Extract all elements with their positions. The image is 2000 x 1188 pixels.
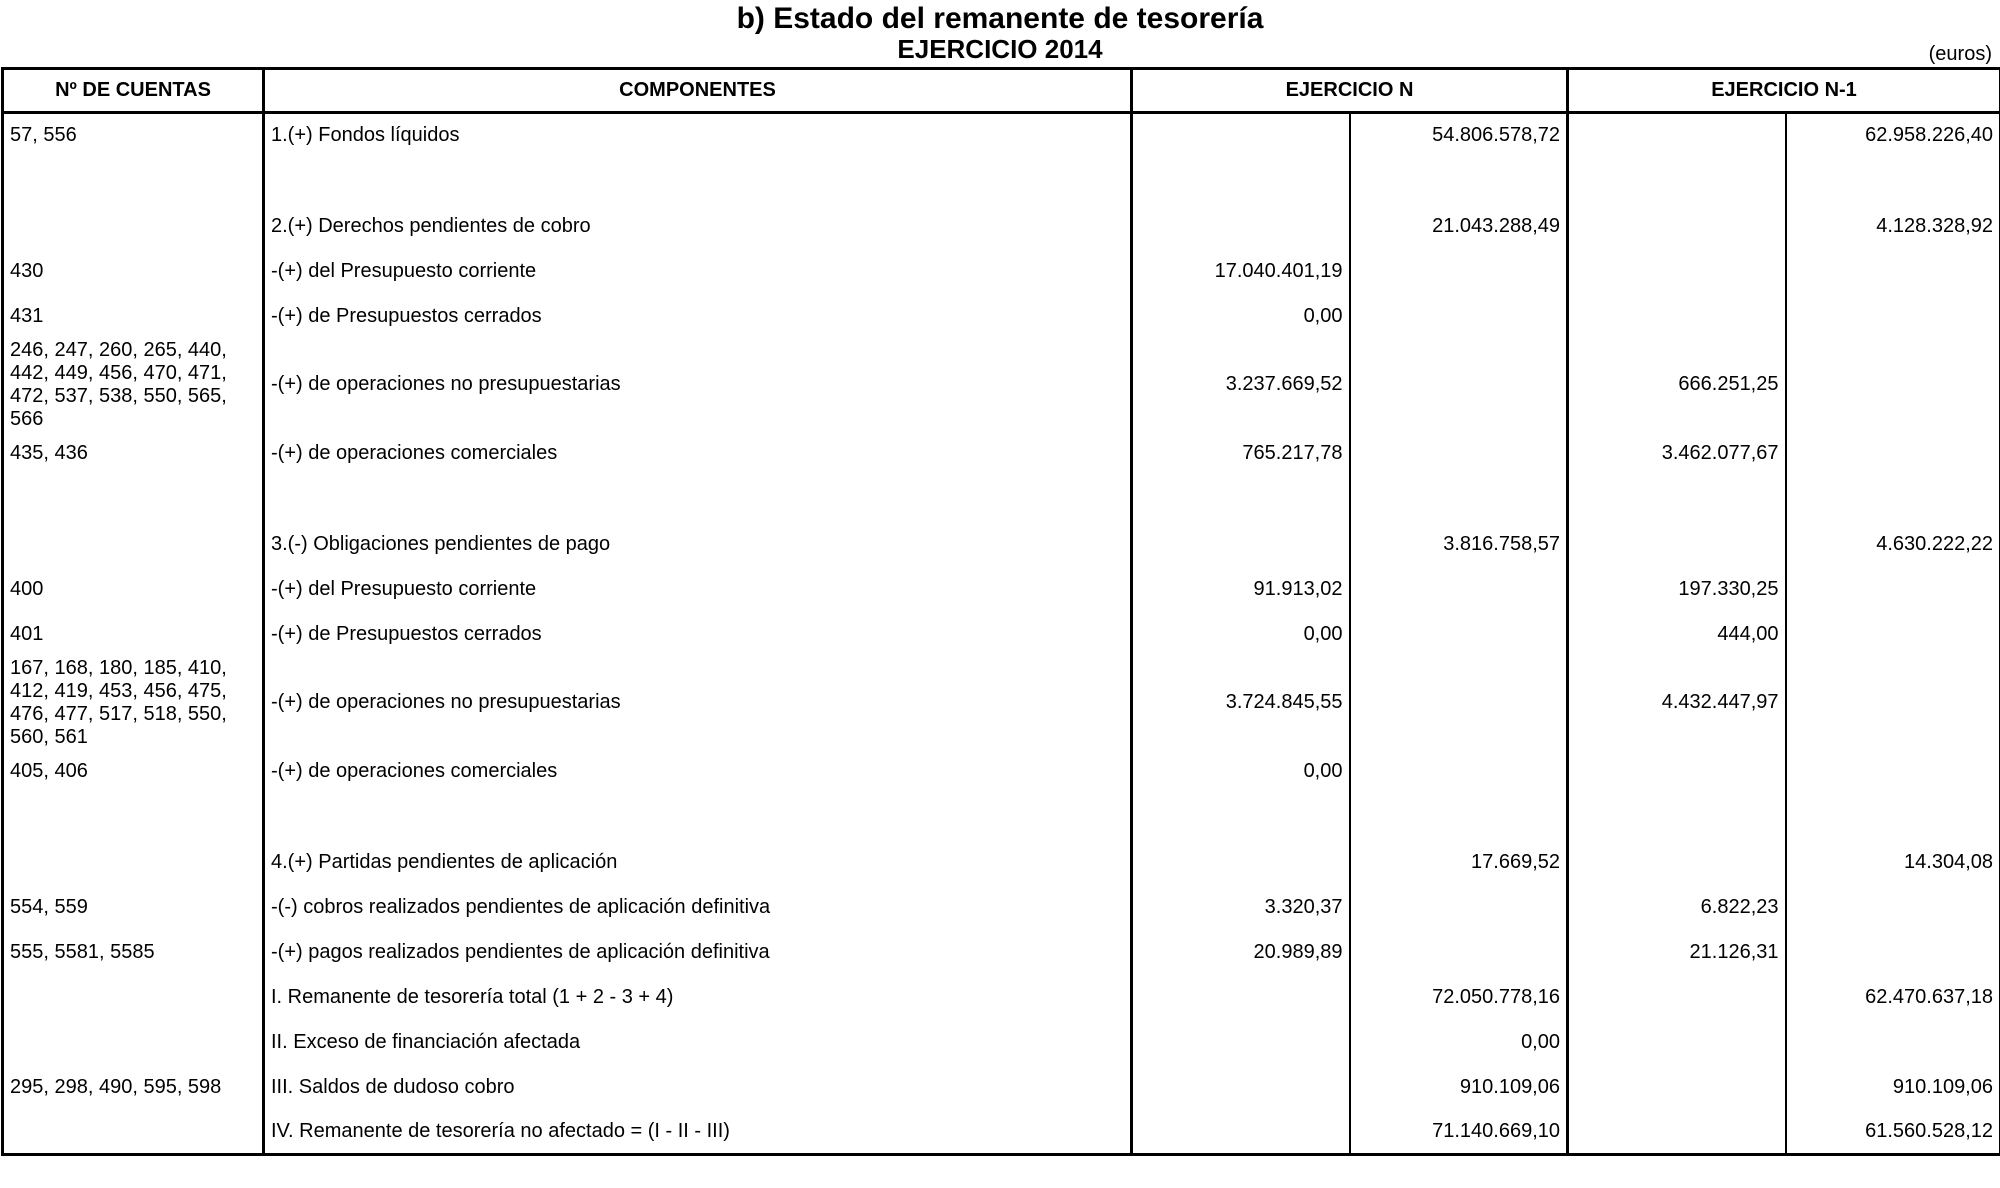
component-cell: -(+) de operaciones comerciales	[264, 431, 1132, 476]
ejercicio-n1-total-cell	[1786, 476, 2000, 522]
ejercicio-n1-total-cell	[1786, 749, 2000, 794]
ejercicio-n-detail-cell	[1132, 476, 1350, 522]
account-cell	[3, 476, 264, 522]
ejercicio-n-total-cell: 54.806.578,72	[1350, 113, 1568, 158]
account-cell: 554, 559	[3, 885, 264, 930]
table-row	[3, 930, 2000, 975]
header-accounts: Nº DE CUENTAS	[3, 69, 264, 113]
component-cell: -(+) de operaciones comerciales	[264, 749, 1132, 794]
ejercicio-n-detail-cell	[1132, 204, 1350, 249]
ejercicio-n1-total-cell: 4.630.222,22	[1786, 522, 2000, 567]
ejercicio-n1-detail-cell	[1568, 204, 1786, 249]
account-cell: 431	[3, 294, 264, 339]
ejercicio-n1-total-cell: 62.958.226,40	[1786, 113, 2000, 158]
document-subtitle: EJERCICIO 2014	[897, 34, 1103, 64]
ejercicio-n-detail-cell: 3.724.845,55	[1132, 657, 1350, 749]
ejercicio-n1-total-cell	[1786, 249, 2000, 294]
component-cell: IV. Remanente de tesorería no afectado = (I - II - III)	[264, 1110, 1132, 1155]
ejercicio-n1-total-cell	[1786, 294, 2000, 339]
component-cell: -(+) pagos realizados pendientes de aplicación definitiva	[264, 930, 1132, 975]
ejercicio-n-detail-cell	[1132, 975, 1350, 1020]
table-row	[3, 294, 2000, 339]
ejercicio-n1-detail-cell: 3.462.077,67	[1568, 431, 1786, 476]
account-cell: 167, 168, 180, 185, 410, 412, 419, 453, 456, 475, 476, 477, 517, 518, 550, 560, 561	[3, 657, 264, 749]
ejercicio-n-detail-cell	[1132, 1065, 1350, 1110]
ejercicio-n-total-cell	[1350, 339, 1568, 431]
table-row	[3, 1110, 2000, 1155]
ejercicio-n-detail-cell: 17.040.401,19	[1132, 249, 1350, 294]
ejercicio-n-total-cell	[1350, 294, 1568, 339]
ejercicio-n1-total-cell: 61.560.528,12	[1786, 1110, 2000, 1155]
ejercicio-n1-detail-cell	[1568, 840, 1786, 885]
ejercicio-n1-detail-cell	[1568, 158, 1786, 204]
table-row	[3, 840, 2000, 885]
ejercicio-n-detail-cell: 765.217,78	[1132, 431, 1350, 476]
ejercicio-n1-total-cell	[1786, 885, 2000, 930]
header-ejercicio-n: EJERCICIO N	[1132, 69, 1568, 113]
ejercicio-n-detail-cell	[1132, 158, 1350, 204]
ejercicio-n-total-cell	[1350, 930, 1568, 975]
table-row	[3, 749, 2000, 794]
ejercicio-n-detail-cell: 0,00	[1132, 294, 1350, 339]
table-row	[3, 567, 2000, 612]
component-cell: -(+) del Presupuesto corriente	[264, 249, 1132, 294]
ejercicio-n1-total-cell	[1786, 657, 2000, 749]
account-cell	[3, 794, 264, 840]
table-row	[3, 1020, 2000, 1065]
account-cell: 246, 247, 260, 265, 440, 442, 449, 456, 470, 471, 472, 537, 538, 550, 565, 566	[3, 339, 264, 431]
account-cell: 401	[3, 612, 264, 657]
ejercicio-n1-detail-cell: 666.251,25	[1568, 339, 1786, 431]
ejercicio-n1-detail-cell	[1568, 794, 1786, 840]
account-cell: 400	[3, 567, 264, 612]
component-cell: 3.(-) Obligaciones pendientes de pago	[264, 522, 1132, 567]
ejercicio-n-total-cell: 910.109,06	[1350, 1065, 1568, 1110]
ejercicio-n1-detail-cell: 4.432.447,97	[1568, 657, 1786, 749]
account-cell	[3, 204, 264, 249]
ejercicio-n-total-cell	[1350, 158, 1568, 204]
table-row	[3, 1065, 2000, 1110]
account-cell	[3, 158, 264, 204]
ejercicio-n-total-cell	[1350, 612, 1568, 657]
ejercicio-n-detail-cell: 3.237.669,52	[1132, 339, 1350, 431]
table-body	[3, 113, 2000, 1155]
account-cell	[3, 522, 264, 567]
component-cell	[264, 158, 1132, 204]
ejercicio-n-total-cell	[1350, 885, 1568, 930]
ejercicio-n1-detail-cell	[1568, 522, 1786, 567]
table-row	[3, 476, 2000, 522]
ejercicio-n1-total-cell: 4.128.328,92	[1786, 204, 2000, 249]
header-components: COMPONENTES	[264, 69, 1132, 113]
ejercicio-n-total-cell: 0,00	[1350, 1020, 1568, 1065]
ejercicio-n-total-cell: 17.669,52	[1350, 840, 1568, 885]
ejercicio-n1-total-cell	[1786, 431, 2000, 476]
header-ejercicio-n1: EJERCICIO N-1	[1568, 69, 2000, 113]
ejercicio-n1-detail-cell: 6.822,23	[1568, 885, 1786, 930]
ejercicio-n-total-cell	[1350, 476, 1568, 522]
ejercicio-n1-total-cell	[1786, 339, 2000, 431]
table-row	[3, 885, 2000, 930]
ejercicio-n1-detail-cell	[1568, 1110, 1786, 1155]
ejercicio-n-detail-cell: 0,00	[1132, 612, 1350, 657]
document-title: b) Estado del remanente de tesorería	[736, 2, 1264, 35]
ejercicio-n-total-cell	[1350, 794, 1568, 840]
component-cell: III. Saldos de dudoso cobro	[264, 1065, 1132, 1110]
component-cell	[264, 794, 1132, 840]
ejercicio-n-total-cell: 71.140.669,10	[1350, 1110, 1568, 1155]
ejercicio-n1-total-cell: 62.470.637,18	[1786, 975, 2000, 1020]
ejercicio-n-total-cell	[1350, 249, 1568, 294]
ejercicio-n-total-cell	[1350, 431, 1568, 476]
ejercicio-n-detail-cell	[1132, 1020, 1350, 1065]
ejercicio-n1-detail-cell	[1568, 294, 1786, 339]
component-cell: -(+) de Presupuestos cerrados	[264, 294, 1132, 339]
account-cell	[3, 840, 264, 885]
table-row	[3, 794, 2000, 840]
table-row	[3, 657, 2000, 749]
ejercicio-n-total-cell: 21.043.288,49	[1350, 204, 1568, 249]
ejercicio-n-detail-cell: 3.320,37	[1132, 885, 1350, 930]
ejercicio-n-detail-cell: 91.913,02	[1132, 567, 1350, 612]
ejercicio-n-detail-cell	[1132, 794, 1350, 840]
table-row	[3, 158, 2000, 204]
ejercicio-n1-total-cell	[1786, 930, 2000, 975]
account-cell: 435, 436	[3, 431, 264, 476]
component-cell: -(-) cobros realizados pendientes de aplicación definitiva	[264, 885, 1132, 930]
units-label: (euros)	[1928, 43, 1992, 65]
document-header	[0, 0, 2000, 68]
ejercicio-n1-detail-cell	[1568, 1020, 1786, 1065]
table-row	[3, 339, 2000, 431]
ejercicio-n-total-cell	[1350, 657, 1568, 749]
account-cell	[3, 1020, 264, 1065]
ejercicio-n-detail-cell: 0,00	[1132, 749, 1350, 794]
ejercicio-n-detail-cell	[1132, 840, 1350, 885]
treasury-table	[1, 67, 2000, 1156]
ejercicio-n-detail-cell	[1132, 522, 1350, 567]
ejercicio-n1-total-cell	[1786, 612, 2000, 657]
ejercicio-n-detail-cell	[1132, 1110, 1350, 1155]
component-cell: 1.(+) Fondos líquidos	[264, 113, 1132, 158]
account-cell	[3, 1110, 264, 1155]
component-cell: 2.(+) Derechos pendientes de cobro	[264, 204, 1132, 249]
account-cell: 405, 406	[3, 749, 264, 794]
component-cell: -(+) de Presupuestos cerrados	[264, 612, 1132, 657]
ejercicio-n1-total-cell	[1786, 567, 2000, 612]
account-cell	[3, 975, 264, 1020]
ejercicio-n-total-cell	[1350, 567, 1568, 612]
ejercicio-n1-total-cell	[1786, 1020, 2000, 1065]
ejercicio-n-total-cell: 72.050.778,16	[1350, 975, 1568, 1020]
ejercicio-n1-total-cell	[1786, 158, 2000, 204]
account-cell: 430	[3, 249, 264, 294]
account-cell: 57, 556	[3, 113, 264, 158]
ejercicio-n-detail-cell: 20.989,89	[1132, 930, 1350, 975]
table-row	[3, 975, 2000, 1020]
component-cell: I. Remanente de tesorería total (1 + 2 - 3 + 4)	[264, 975, 1132, 1020]
ejercicio-n1-total-cell: 14.304,08	[1786, 840, 2000, 885]
ejercicio-n1-detail-cell	[1568, 113, 1786, 158]
component-cell: -(+) de operaciones no presupuestarias	[264, 657, 1132, 749]
ejercicio-n1-detail-cell	[1568, 1065, 1786, 1110]
account-cell: 555, 5581, 5585	[3, 930, 264, 975]
ejercicio-n1-total-cell: 910.109,06	[1786, 1065, 2000, 1110]
component-cell: 4.(+) Partidas pendientes de aplicación	[264, 840, 1132, 885]
table-row	[3, 204, 2000, 249]
ejercicio-n-detail-cell	[1132, 113, 1350, 158]
table-header-row	[3, 69, 2000, 113]
component-cell	[264, 476, 1132, 522]
ejercicio-n1-detail-cell	[1568, 749, 1786, 794]
table-row	[3, 431, 2000, 476]
ejercicio-n1-detail-cell: 21.126,31	[1568, 930, 1786, 975]
component-cell: -(+) del Presupuesto corriente	[264, 567, 1132, 612]
ejercicio-n1-detail-cell: 197.330,25	[1568, 567, 1786, 612]
table-row	[3, 249, 2000, 294]
ejercicio-n1-total-cell	[1786, 794, 2000, 840]
table-row	[3, 522, 2000, 567]
table-row	[3, 113, 2000, 158]
account-cell: 295, 298, 490, 595, 598	[3, 1065, 264, 1110]
component-cell: II. Exceso de financiación afectada	[264, 1020, 1132, 1065]
ejercicio-n1-detail-cell	[1568, 249, 1786, 294]
ejercicio-n1-detail-cell	[1568, 975, 1786, 1020]
ejercicio-n1-detail-cell	[1568, 476, 1786, 522]
component-cell: -(+) de operaciones no presupuestarias	[264, 339, 1132, 431]
ejercicio-n-total-cell: 3.816.758,57	[1350, 522, 1568, 567]
ejercicio-n-total-cell	[1350, 749, 1568, 794]
ejercicio-n1-detail-cell: 444,00	[1568, 612, 1786, 657]
table-row	[3, 612, 2000, 657]
